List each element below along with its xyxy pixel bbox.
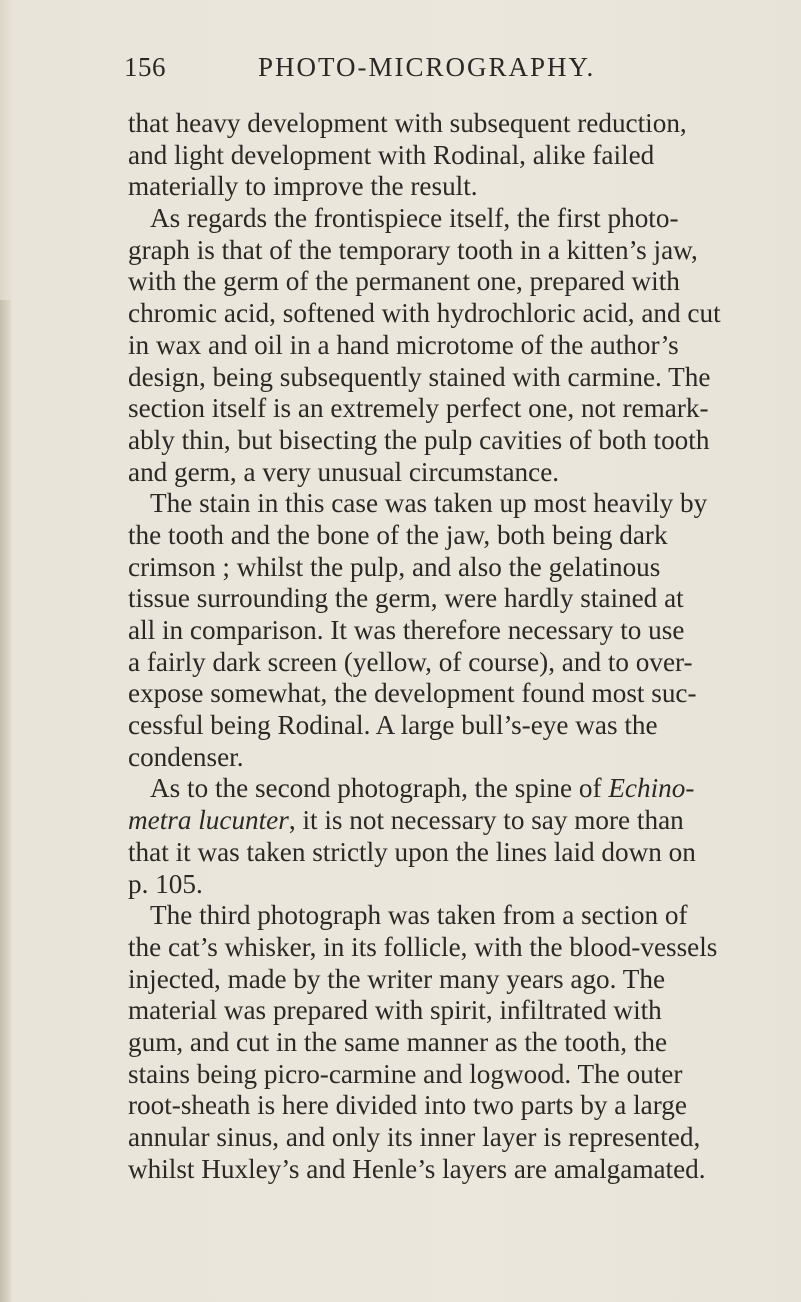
text-line: condenser. (128, 741, 244, 772)
text-line: cessful being Rodinal. A large bull’s-eye was the (128, 710, 658, 741)
text-line (128, 805, 796, 837)
text-line: and light development with Rodinal, alike failed (128, 139, 655, 170)
text-line: in wax and oil in a hand microtome of the author’s (128, 329, 679, 360)
text-line: annular sinus, and only its inner layer is represented, (128, 1122, 701, 1152)
text-line: all in comparison. It was therefore necessary to use (128, 615, 685, 645)
text-line: section itself is an extremely perfect one, not remark- (128, 393, 709, 424)
text-line: injected, made by the writer many years ago. The (128, 963, 666, 994)
text-line: expose somewhat, the development found most suc- (128, 678, 697, 709)
text-line: the tooth and the bone of the jaw, both being dark (128, 519, 668, 550)
page-header (124, 52, 724, 92)
text-line: that heavy development with subsequent reduction, (128, 108, 687, 138)
running-title: PHOTO-MICROGRAPHY. (258, 52, 596, 82)
paragraph-start-line: As regards the frontispiece itself, the first photo- (150, 203, 679, 234)
text-line: root-sheath is here divided into two parts by a large (128, 1090, 687, 1121)
text-line: and germ, a very unusual circumstance. (128, 456, 560, 487)
text-segment: , it is not necessary to say more than (288, 805, 684, 836)
text-line: crimson ; whilst the pulp, and also the gelatinous (128, 551, 661, 582)
text-line: that it was taken strictly upon the lines laid down on (128, 836, 696, 867)
paragraph-start-line: The third photograph was taken from a section of (150, 900, 688, 931)
text-line: design, being subsequently stained with carmine. The (128, 361, 711, 392)
text-line: material was prepared with spirit, infiltrated with (128, 995, 662, 1026)
text-line: chromic acid, softened with hydrochloric acid, and cut (128, 298, 721, 329)
text-segment: As to the second photograph, the spine of (150, 773, 602, 804)
paragraph-start-line (128, 773, 796, 805)
text-line: materially to improve the result. (128, 171, 478, 202)
body-text (128, 108, 796, 1185)
text-line: gum, and cut in the same manner as the tooth, the (128, 1026, 668, 1057)
page-number: 156 (124, 52, 166, 82)
text-line: p. 105. (128, 868, 203, 899)
text-line: graph is that of the temporary tooth in a kitten’s jaw, (128, 234, 698, 265)
text-line: a fairly dark screen (yellow, of course), and to over- (128, 646, 693, 677)
text-line: ably thin, but bisecting the pulp cavities of both tooth (128, 424, 710, 455)
species-name-italic: Echino- (608, 773, 695, 804)
text-line: the cat’s whisker, in its follicle, with the blood-vessels (128, 931, 718, 962)
text-line: stains being picro-carmine and logwood. The outer (128, 1058, 683, 1089)
text-line: with the germ of the permanent one, prepared with (128, 266, 680, 297)
text-line: tissue surrounding the germ, were hardly stained at (128, 583, 684, 614)
paragraph-start-line: The stain in this case was taken up most heavily by (150, 488, 708, 519)
text-line: whilst Huxley’s and Henle’s layers are amalgamated. (128, 1153, 706, 1184)
page-gutter-shadow (0, 300, 12, 1302)
species-name-italic: metra lucunter (128, 805, 289, 836)
